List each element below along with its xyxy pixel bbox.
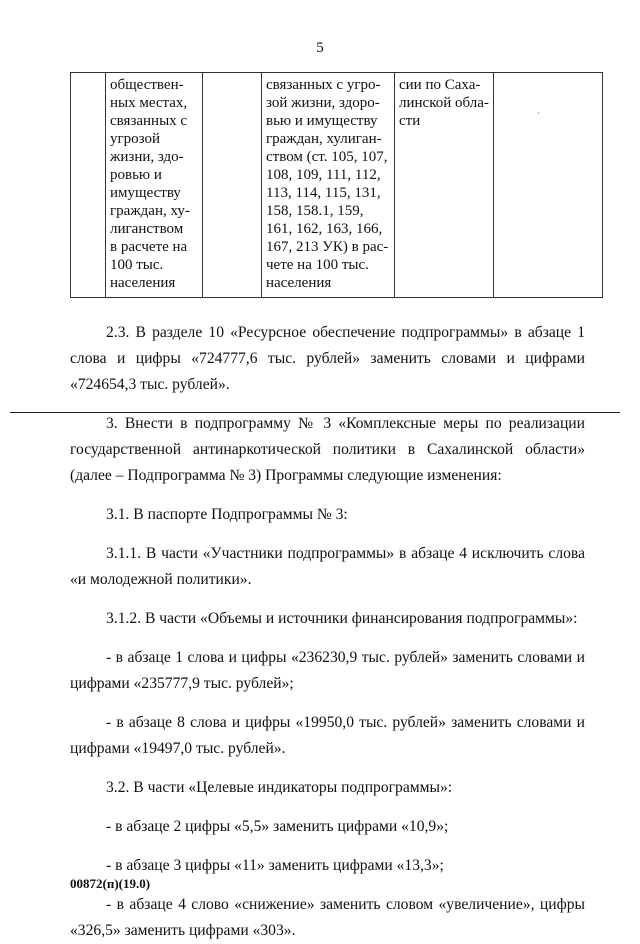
paragraph-3-1-2: 3.1.2. В части «Объемы и источники финансирования подпрограммы»:: [106, 610, 578, 627]
table-cell-indicator: обществен- ных местах, связанных с угрозой жизни, здо- ровью и имуществу граждан, ху- лиганством в расчете на 100 тыс. населения: [106, 73, 203, 298]
paragraph-3-1: 3.1. В паспорте Подпрограммы № 3:: [106, 506, 348, 523]
paragraph-3-2: 3.2. В части «Целевые индикаторы подпрограммы»:: [106, 779, 453, 796]
paragraph-2-3: 2.3. В разделе 10 «Ресурсное обеспечение подпрограммы» в абзаце 1 слова и цифры «724777,6 тыс. рублей» заменить словами и цифрами «724654,3 тыс. рублей».: [70, 324, 585, 393]
paragraph-3-1-1: 3.1.1. В части «Участники подпрограммы» в абзаце 4 исключить слова «и молодежной политики».: [70, 545, 585, 588]
table-cell-notes: [494, 73, 603, 298]
table-cell-source: сии по Саха- линской обла- сти: [395, 73, 494, 298]
table-cell-empty: [203, 73, 262, 298]
scan-mark: `: [537, 112, 541, 123]
list-item: - в абзаце 8 слова и цифры «19950,0 тыс. рублей» заменить словами и цифрами «19497,0 тыс. рублей».: [70, 714, 585, 757]
page-number: 5: [316, 40, 324, 56]
list-item: - в абзаце 2 цифры «5,5» заменить цифрами «10,9»;: [106, 818, 449, 835]
document-code: 00872(п)(19.0): [70, 876, 151, 891]
scan-line: [10, 412, 620, 413]
amendment-text: [70, 320, 585, 944]
list-item: - в абзаце 1 слова и цифры «236230,9 тыс. рублей» заменить словами и цифрами «235777,9 тыс. рублей»;: [70, 649, 585, 692]
list-item: - в абзаце 3 цифры «11» заменить цифрами «13,3»;: [106, 857, 444, 874]
table-cell-number: [71, 73, 106, 298]
indicator-table: [70, 72, 603, 298]
table-row: [71, 73, 603, 298]
table-cell-description: связанных с угро- зой жизни, здоро- вью и имуществу граждан, хулиган- ством (ст. 105, 107, 108, 109, 111, 112, 113, 114, 115, 131, 158, 158.1, 159, 161, 162, 163, 166, 167, 213 УК) в рас- чете на 100 тыс. населения: [262, 73, 395, 298]
list-item: - в абзаце 4 слово «снижение» заменить словом «увеличение», цифры «326,5» заменить цифрами «303».: [70, 896, 585, 939]
paragraph-3: 3. Внести в подпрограмму № 3 «Комплексные меры по реализации государственной антинаркотической политики в Сахалинской области» (далее – Подпрограмма № 3) Программы следующие изменения:: [70, 415, 585, 484]
